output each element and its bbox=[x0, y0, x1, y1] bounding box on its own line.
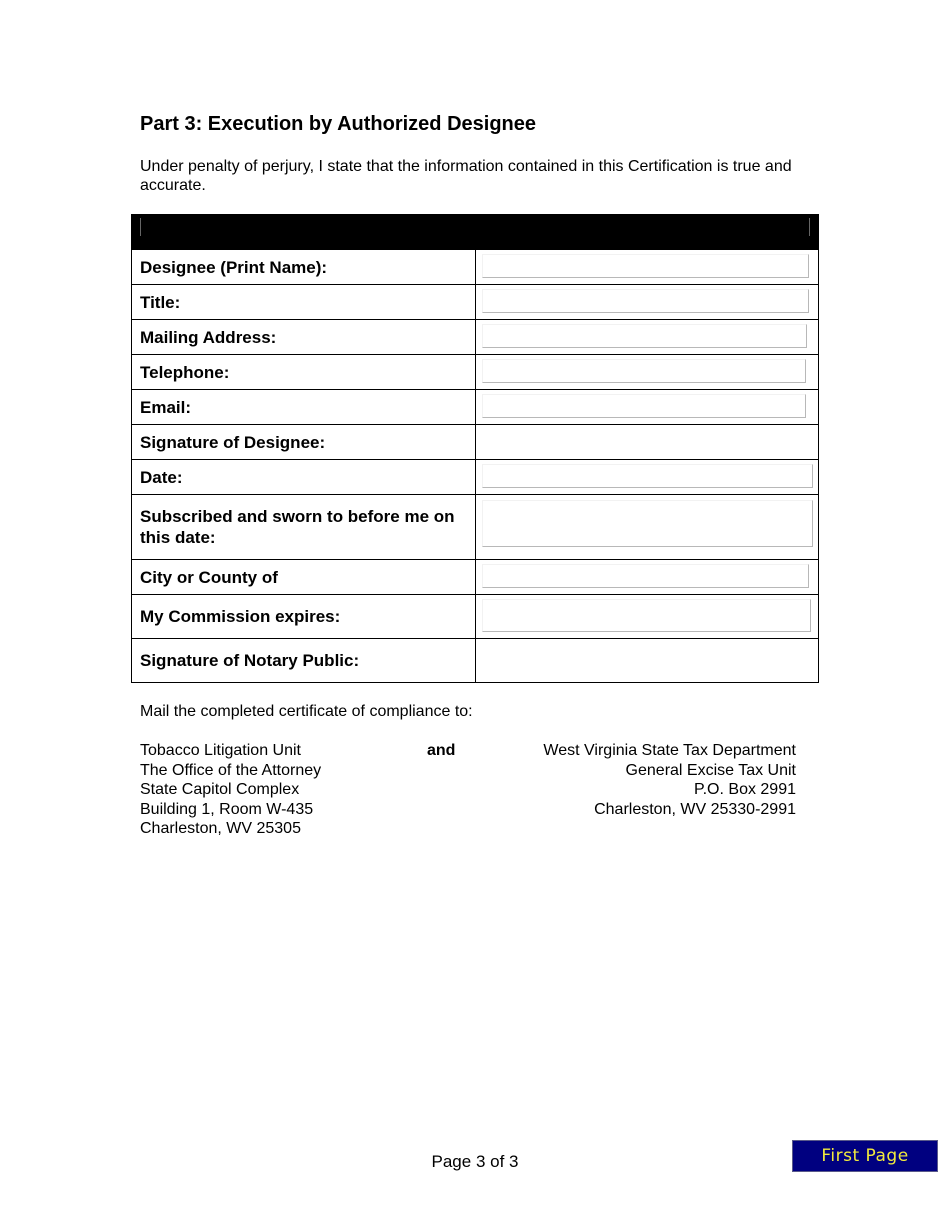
field-cell-email bbox=[475, 390, 819, 425]
label-mailing-address: Mailing Address: bbox=[132, 320, 476, 355]
page-number: Page 3 of 3 bbox=[431, 1152, 519, 1171]
notary-signature-area[interactable] bbox=[475, 639, 819, 683]
section-heading: Part 3: Execution by Authorized Designee bbox=[140, 113, 537, 135]
tax-department-address-block bbox=[543, 741, 796, 819]
mail-instructions: Mail the completed certificate of compliance to: bbox=[140, 703, 473, 720]
address-line: Building 1, Room W-435 bbox=[140, 800, 314, 818]
label-designee-name: Designee (Print Name): bbox=[132, 250, 476, 285]
label-city-county: City or County of bbox=[132, 560, 476, 595]
row-email bbox=[132, 390, 819, 425]
address-line: State Capitol Complex bbox=[140, 781, 300, 798]
address-line: Charleston, WV 25305 bbox=[140, 820, 301, 837]
first-page-button[interactable]: First Page bbox=[792, 1140, 938, 1172]
address-line: Tobacco Litigation Unit bbox=[140, 742, 301, 759]
row-telephone bbox=[132, 355, 819, 390]
field-cell-commission-expires bbox=[475, 595, 819, 639]
address-line: West Virginia State Tax Department bbox=[543, 742, 796, 759]
designee-signature-area[interactable] bbox=[475, 425, 819, 460]
telephone-input[interactable] bbox=[482, 359, 807, 383]
field-cell-telephone bbox=[475, 355, 819, 390]
label-telephone: Telephone: bbox=[132, 355, 476, 390]
designee-form-table bbox=[131, 214, 819, 683]
label-title: Title: bbox=[132, 285, 476, 320]
label-notary-signature: Signature of Notary Public: bbox=[132, 639, 476, 683]
sworn-date-input[interactable] bbox=[482, 500, 814, 547]
field-cell-date bbox=[475, 460, 819, 495]
address-line: P.O. Box 2991 bbox=[694, 781, 796, 798]
field-cell-title bbox=[475, 285, 819, 320]
row-notary-signature bbox=[132, 639, 819, 683]
address-line: The Office of the Attorney bbox=[140, 761, 322, 779]
row-date bbox=[132, 460, 819, 495]
city-county-input[interactable] bbox=[482, 564, 810, 588]
date-input[interactable] bbox=[482, 464, 814, 488]
table-header-bar bbox=[132, 215, 819, 250]
row-sworn-date bbox=[132, 495, 819, 560]
row-commission-expires bbox=[132, 595, 819, 639]
header-right-marker bbox=[809, 218, 810, 236]
row-title bbox=[132, 285, 819, 320]
email-input[interactable] bbox=[482, 394, 807, 418]
row-city-county bbox=[132, 560, 819, 595]
table-header-cell bbox=[132, 215, 819, 250]
field-cell-designee-name bbox=[475, 250, 819, 285]
row-designee-signature bbox=[132, 425, 819, 460]
row-mailing-address bbox=[132, 320, 819, 355]
header-left-marker bbox=[140, 218, 141, 236]
label-designee-signature: Signature of Designee: bbox=[132, 425, 476, 460]
label-commission-expires: My Commission expires: bbox=[132, 595, 476, 639]
perjury-statement: Under penalty of perjury, I state that the information contained in this Certification is true and accurate. bbox=[140, 158, 792, 194]
address-conjunction: and bbox=[427, 742, 456, 759]
designee-name-input[interactable] bbox=[482, 254, 810, 278]
label-email: Email: bbox=[132, 390, 476, 425]
address-line: General Excise Tax Unit bbox=[625, 761, 796, 779]
attorney-address-block bbox=[140, 741, 321, 839]
row-designee-name bbox=[132, 250, 819, 285]
field-cell-city-county bbox=[475, 560, 819, 595]
address-line: Charleston, WV 25330-2991 bbox=[594, 800, 796, 818]
label-date: Date: bbox=[132, 460, 476, 495]
field-cell-sworn-date bbox=[475, 495, 819, 560]
label-sworn-date: Subscribed and sworn to before me on this date: bbox=[132, 495, 476, 560]
title-input[interactable] bbox=[482, 289, 810, 313]
mailing-address-input[interactable] bbox=[482, 324, 808, 348]
commission-expires-input[interactable] bbox=[482, 599, 812, 632]
field-cell-mailing-address bbox=[475, 320, 819, 355]
